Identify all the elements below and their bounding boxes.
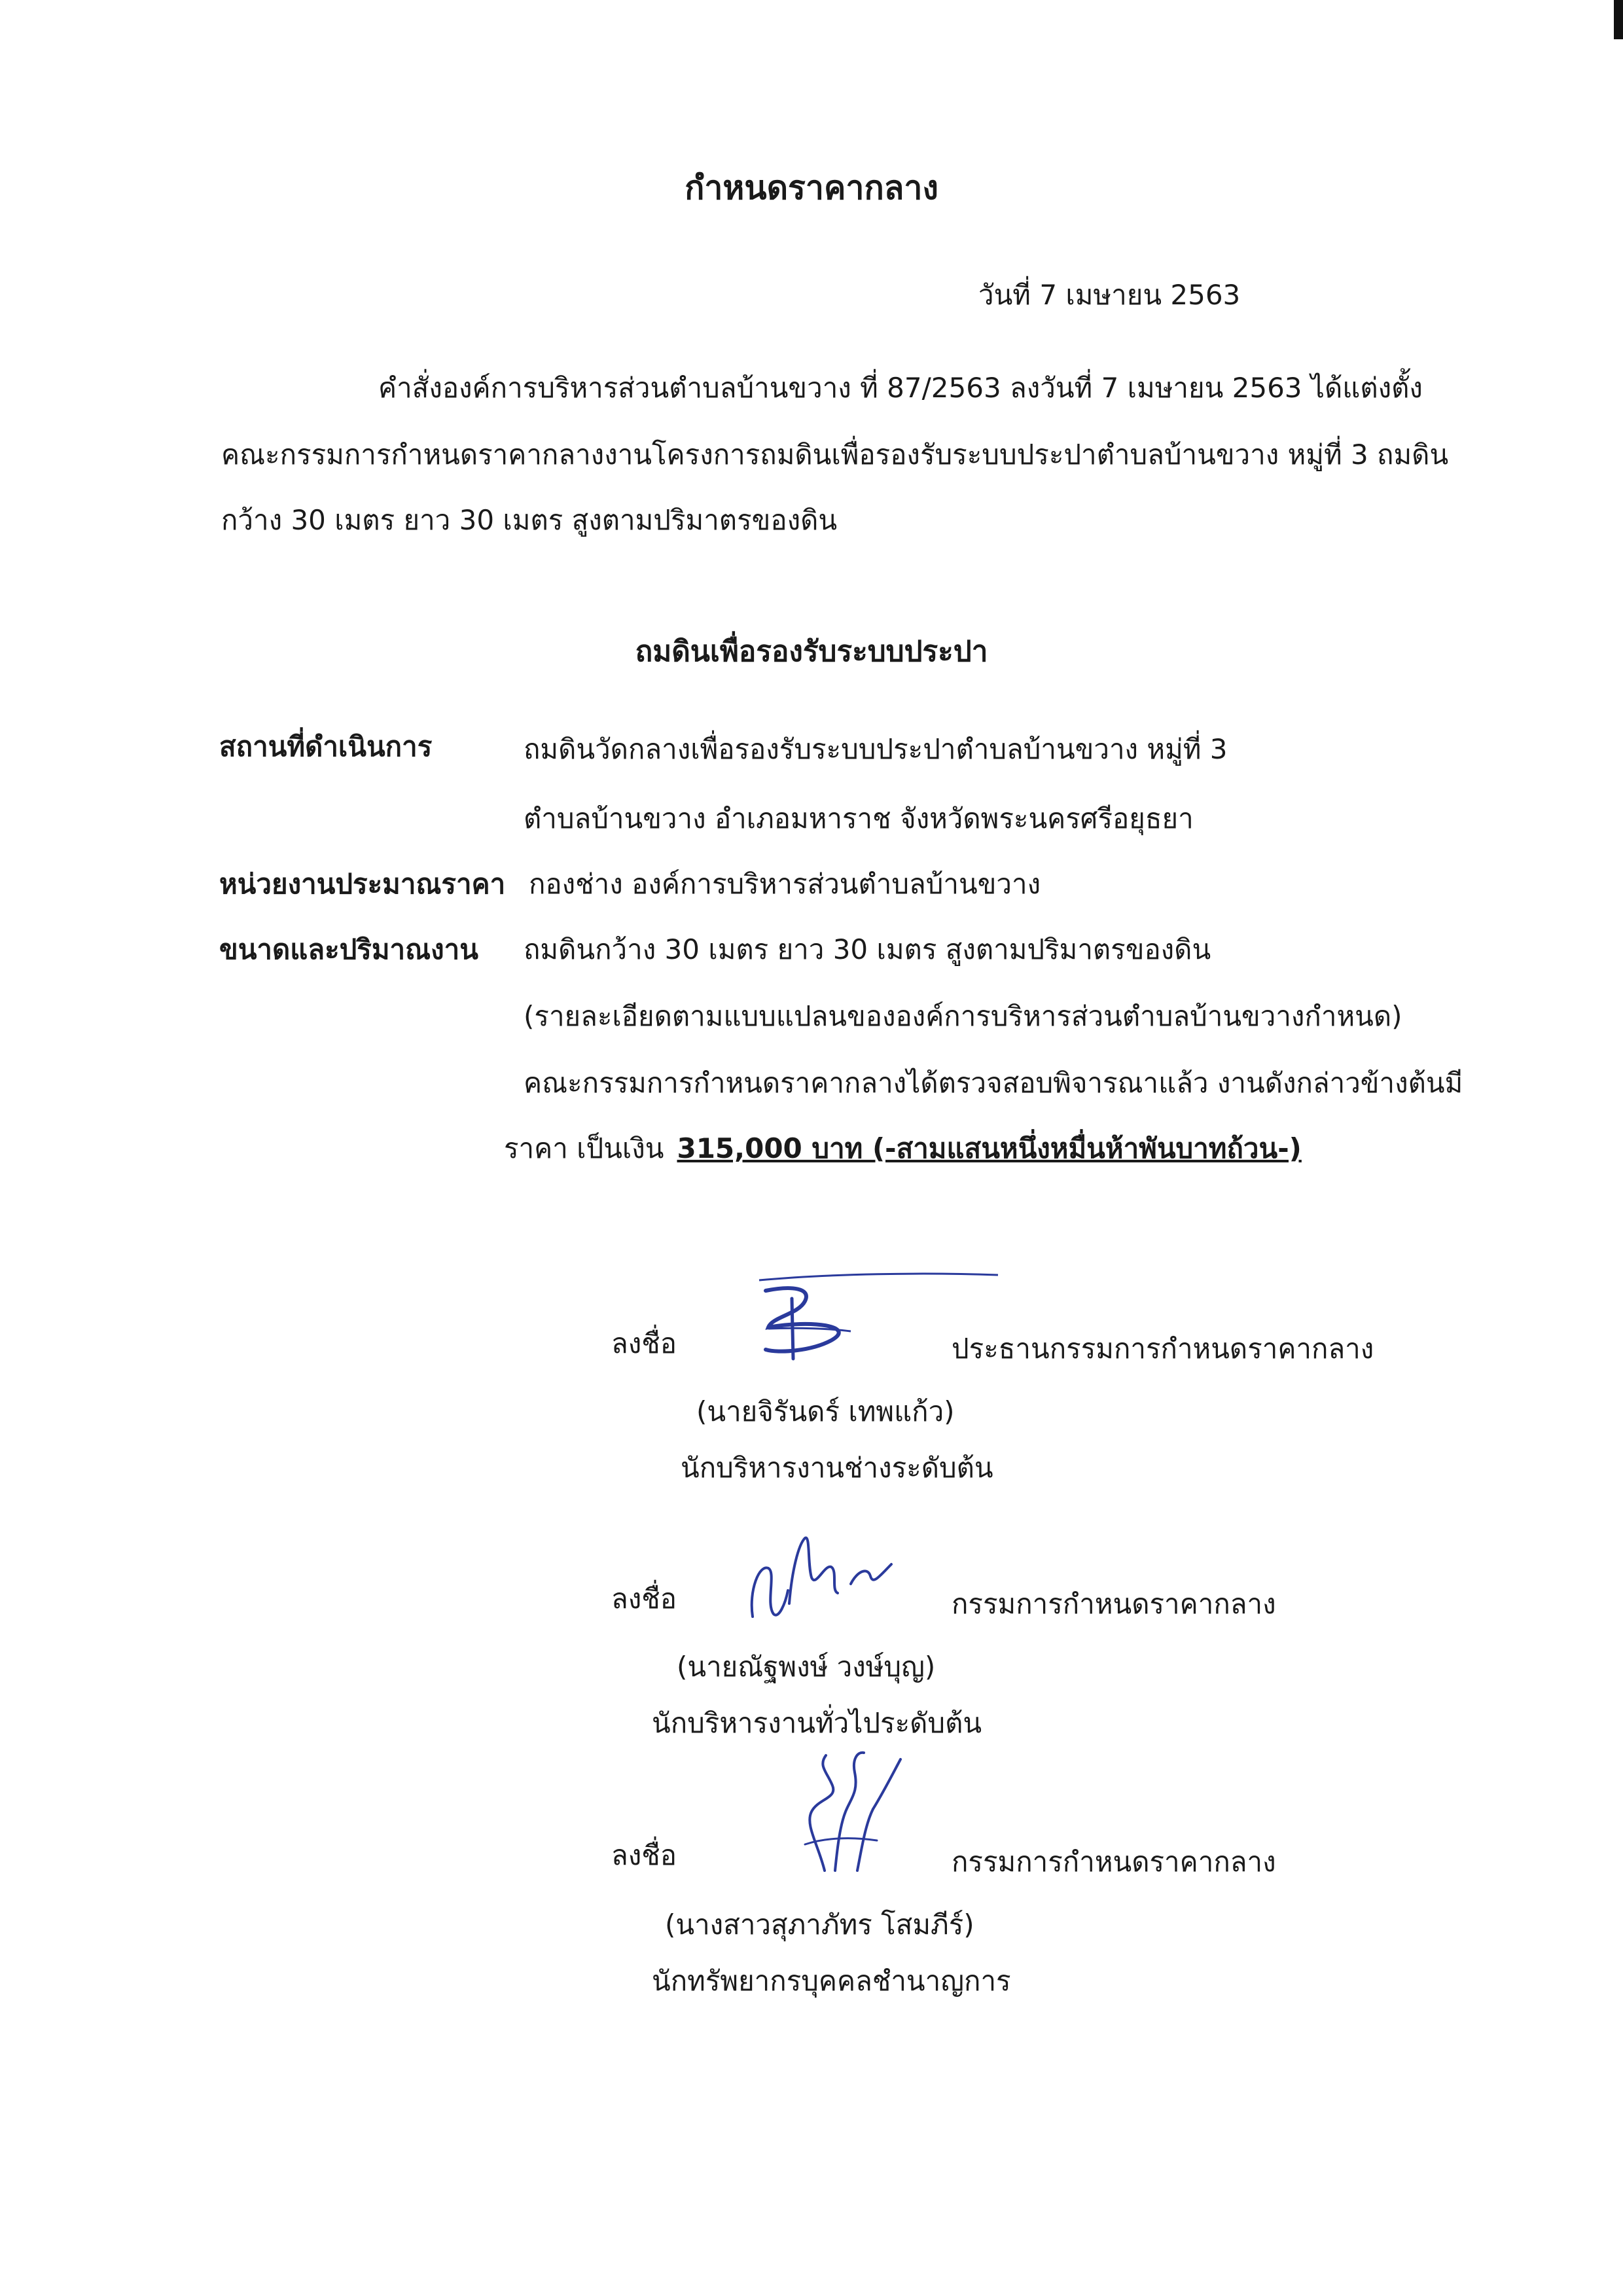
location-line-1: ถมดินวัดกลางเพื่อรองรับระบบประปาตำบลบ้านขวาง หมู่ที่ 3 [524,733,1228,765]
body-line-3: กว้าง 30 เมตร ยาว 30 เมตร สูงตามปริมาตรของดิน [221,504,838,536]
signatory-name-1: (นายจิรันดร์ เทพแก้ว) [696,1395,955,1427]
body-line-1: คำสั่งองค์การบริหารส่วนตำบลบ้านขวาง ที่ 87/2563 ลงวันที่ 7 เมษายน 2563 ได้แต่งตั้ง [378,372,1423,404]
document-title: กำหนดราคากลาง [685,169,938,207]
price-amount: 315,000 บาท (-สามแสนหนึ่งหมื่นห้าพันบาทถ้วน-) [677,1132,1302,1164]
signatory-role-2: กรรมการกำหนดราคากลาง [952,1588,1276,1620]
sign-word-3: ลงชื่อ [611,1839,677,1871]
signatory-role-3: กรรมการกำหนดราคากลาง [952,1846,1276,1878]
signatory-position-1: นักบริหารงานช่างระดับต้น [681,1452,993,1484]
price-prefix: ราคา เป็นเงิน [504,1132,664,1164]
document-date: วันที่ 7 เมษายน 2563 [978,279,1241,311]
signatory-position-3: นักทรัพยากรบุคคลชำนาญการ [652,1965,1011,1997]
signature-3 [785,1746,903,1877]
estimator-value: กองช่าง องค์การบริหารส่วนตำบลบ้านขวาง [529,868,1041,900]
location-line-2: ตำบลบ้านขวาง อำเภอมหาราช จังหวัดพระนครศรีอยุธยา [524,802,1194,834]
location-label: สถานที่ดำเนินการ [219,730,433,762]
sign-word-2: ลงชื่อ [611,1583,677,1615]
signatory-name-3: (นางสาวสุภาภัทร โสมภีร์) [665,1909,974,1941]
price-line [504,1127,1302,1170]
sign-word-1: ลงชื่อ [611,1327,677,1359]
signature-2 [740,1525,897,1630]
size-line-1: ถมดินกว้าง 30 เมตร ยาว 30 เมตร สูงตามปริมาตรของดิน [524,933,1211,965]
signatory-position-2: นักบริหารงานทั่วไประดับต้น [652,1707,982,1739]
scan-edge-mark [1614,0,1623,39]
signatory-role-1: ประธานกรรมการกำหนดราคากลาง [952,1333,1374,1365]
conclusion-line: คณะกรรมการกำหนดราคากลางได้ตรวจสอบพิจารณาแล้ว งานดังกล่าวข้างต้นมี [524,1067,1463,1099]
signatory-name-2: (นายณัฐพงษ์ วงษ์บุญ) [677,1651,936,1683]
size-label: ขนาดและปริมาณงาน [219,933,478,965]
size-line-2: (รายละเอียดตามแบบแปลนขององค์การบริหารส่วนตำบลบ้านขวางกำหนด) [524,1000,1402,1032]
estimator-label: หน่วยงานประมาณราคา [219,868,506,900]
body-line-2: คณะกรรมการกำหนดราคากลางงานโครงการถมดินเพื่อรองรับระบบประปาตำบลบ้านขวาง หมู่ที่ 3 ถมดิน [221,439,1449,471]
section-subheading: ถมดินเพื่อรองรับระบบประปา [635,635,988,668]
